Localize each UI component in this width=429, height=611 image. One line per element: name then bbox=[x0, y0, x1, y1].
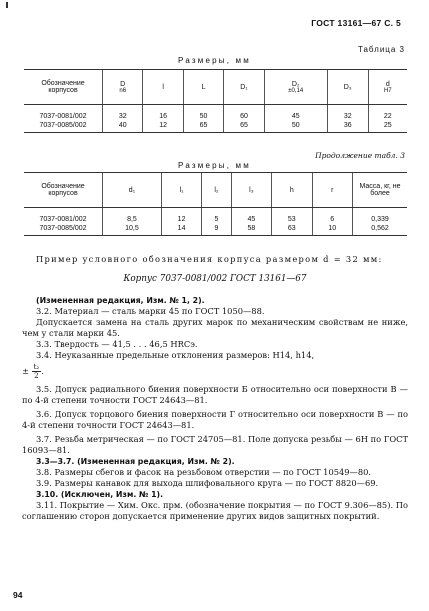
column-header-label: L bbox=[201, 83, 206, 91]
page-number: 94 bbox=[13, 590, 23, 600]
table1-caption: Таблица 3 bbox=[357, 45, 405, 54]
table-cell: 58 bbox=[231, 225, 271, 236]
table-cell: 0,339 bbox=[353, 208, 408, 225]
column-header bbox=[312, 173, 353, 208]
column-header bbox=[327, 70, 368, 105]
column-header-label: D bbox=[120, 80, 126, 88]
table-cell: 45 bbox=[231, 208, 271, 225]
clause-3-10: 3.10. (Исключен, Изм. № 1). bbox=[36, 490, 164, 499]
column-header-sub: H7 bbox=[383, 87, 392, 94]
column-header bbox=[224, 70, 264, 105]
column-header-label: l₂ bbox=[214, 186, 219, 194]
table-continuation-caption: Продолжение табл. 3 bbox=[315, 151, 405, 160]
column-header-label: D₂ bbox=[291, 80, 300, 88]
table-cell: 12 bbox=[143, 122, 183, 133]
table-cell: 53 bbox=[272, 208, 312, 225]
plus-minus-sign: ± bbox=[22, 366, 29, 376]
clause-3-3: 3.3. Твердость — 41,5 . . . 46,5 HRCэ. bbox=[36, 339, 198, 349]
column-header-sub: ±0,14 bbox=[288, 87, 304, 94]
amendment-note-2: 3.3—3.7. (Измененная редакция, Изм. № 2). bbox=[36, 457, 235, 466]
table-row bbox=[24, 105, 407, 122]
table-cell: 45 bbox=[264, 105, 327, 122]
column-header-label: Обозначение корпусов bbox=[41, 80, 85, 94]
table-cell: 40 bbox=[103, 122, 143, 133]
column-header bbox=[103, 70, 143, 105]
column-header-sub: n6 bbox=[119, 87, 127, 94]
clause-3-4-end: . bbox=[41, 366, 44, 376]
column-header-label: l₁ bbox=[179, 186, 184, 194]
column-header-label: d₁ bbox=[128, 186, 136, 194]
fraction-numerator: t₂ bbox=[33, 363, 40, 371]
table-cell: 32 bbox=[103, 105, 143, 122]
table-cell: 7037-0085/002 bbox=[24, 225, 103, 236]
table-header-row bbox=[24, 173, 407, 208]
column-header-label: Масса, кг, не более bbox=[359, 183, 401, 197]
table-cell: 36 bbox=[327, 122, 368, 133]
table-cell: 5 bbox=[202, 208, 231, 225]
column-header-label: h bbox=[289, 186, 294, 194]
table-cell: 10 bbox=[312, 225, 353, 236]
table-cell: 65 bbox=[183, 122, 223, 133]
example-designation: Корпус 7037-0081/002 ГОСТ 13161—67 bbox=[123, 274, 307, 284]
fraction-denominator: 2 bbox=[34, 372, 39, 380]
table-cell: 9 bbox=[202, 225, 231, 236]
clause-3-5: 3.5. Допуск радиального биения поверхности Б относительно оси поверхности В — по 4-й степени точности ГОСТ 24643—81. bbox=[22, 384, 408, 405]
clause-3-4-text: 3.4. Неуказанные предельные отклонения размеров: H14, h14, bbox=[36, 350, 315, 360]
column-header-label: l bbox=[162, 83, 164, 91]
table-row bbox=[24, 225, 407, 236]
table-cell: 10,5 bbox=[103, 225, 162, 236]
table-cell: 32 bbox=[327, 105, 368, 122]
clause-3-4-tolerance bbox=[22, 361, 408, 381]
table-cell: 7037-0081/002 bbox=[39, 113, 87, 120]
column-header bbox=[264, 70, 327, 105]
table-cell: 63 bbox=[272, 225, 312, 236]
clause-3-9: 3.9. Размеры канавок для выхода шлифовального круга — по ГОСТ 8820—69. bbox=[36, 478, 379, 488]
column-header-label: D₁ bbox=[240, 83, 248, 91]
clause-3-4 bbox=[22, 350, 408, 361]
table-cell: 16 bbox=[143, 105, 183, 122]
column-header bbox=[24, 173, 103, 208]
table-cell: 60 bbox=[224, 105, 264, 122]
column-header bbox=[24, 70, 103, 105]
table-cell: 14 bbox=[161, 225, 201, 236]
table-cell: 8,5 bbox=[103, 208, 162, 225]
clause-3-2-note: Допускается замена на сталь других марок по механическим свойствам не ниже, чем у стали марки 45. bbox=[22, 317, 408, 338]
page-header: ГОСТ 13161—67 С. 5 bbox=[311, 18, 401, 28]
clause-3-6: 3.6. Допуск торцового биения поверхности Г относительно оси поверхности В — по 4-й степени точности ГОСТ 24643—81. bbox=[22, 409, 408, 430]
table-cell: 7037-0085/002 bbox=[24, 122, 103, 133]
fraction bbox=[32, 363, 42, 380]
table-cell: 12 bbox=[161, 208, 201, 225]
corner-mark bbox=[6, 2, 8, 8]
table-cell: 22 bbox=[368, 105, 407, 122]
column-header-label: r bbox=[331, 186, 334, 194]
column-header bbox=[103, 173, 162, 208]
table-cell: 50 bbox=[264, 122, 327, 133]
table-cell: 6 bbox=[312, 208, 353, 225]
table-cell: 50 bbox=[183, 105, 223, 122]
column-header bbox=[143, 70, 183, 105]
column-header bbox=[231, 173, 271, 208]
clause-3-11: 3.11. Покрытие — Хим. Окс. прм. (обозначение покрытия — по ГОСТ 9.306—85). По соглашению сторон допускается применение других видов защитных покрытий. bbox=[22, 500, 408, 521]
table1-title: Размеры, мм bbox=[178, 56, 251, 65]
column-header bbox=[368, 70, 407, 105]
table-cell: 25 bbox=[368, 122, 407, 133]
column-header-label: D₃ bbox=[343, 83, 352, 91]
clause-3-8: 3.8. Размеры сбегов и фасок на резьбовом отверстии — по ГОСТ 10549—80. bbox=[36, 467, 372, 477]
table-row bbox=[24, 208, 407, 225]
clause-3-7: 3.7. Резьба метрическая — по ГОСТ 24705—81. Поле допуска резьбы — 6H по ГОСТ 16093—81. bbox=[22, 434, 408, 455]
table-header-row bbox=[24, 70, 407, 105]
column-header bbox=[202, 173, 231, 208]
amendment-note-1: (Измененная редакция, Изм. № 1, 2). bbox=[36, 296, 205, 305]
column-header-label: l₃ bbox=[249, 186, 254, 194]
column-header-label: Обозначение корпусов bbox=[41, 183, 85, 197]
table-cell: 65 bbox=[224, 122, 264, 133]
body-text bbox=[22, 254, 408, 522]
column-header bbox=[161, 173, 201, 208]
column-header bbox=[272, 173, 312, 208]
table2-title: Размеры, мм bbox=[178, 161, 251, 170]
clause-3-2: 3.2. Материал — сталь марки 45 по ГОСТ 1050—88. bbox=[36, 306, 265, 316]
table-3-continuation bbox=[24, 172, 407, 236]
table-cell: 0,562 bbox=[353, 225, 408, 236]
table-cell: 7037-0081/002 bbox=[39, 216, 87, 223]
table-3 bbox=[24, 69, 407, 133]
column-header bbox=[353, 173, 408, 208]
table-row bbox=[24, 122, 407, 133]
column-header-label: d bbox=[385, 80, 390, 88]
example-intro: Пример условного обозначения корпуса размером d = 32 мм: bbox=[36, 254, 383, 264]
column-header bbox=[183, 70, 223, 105]
